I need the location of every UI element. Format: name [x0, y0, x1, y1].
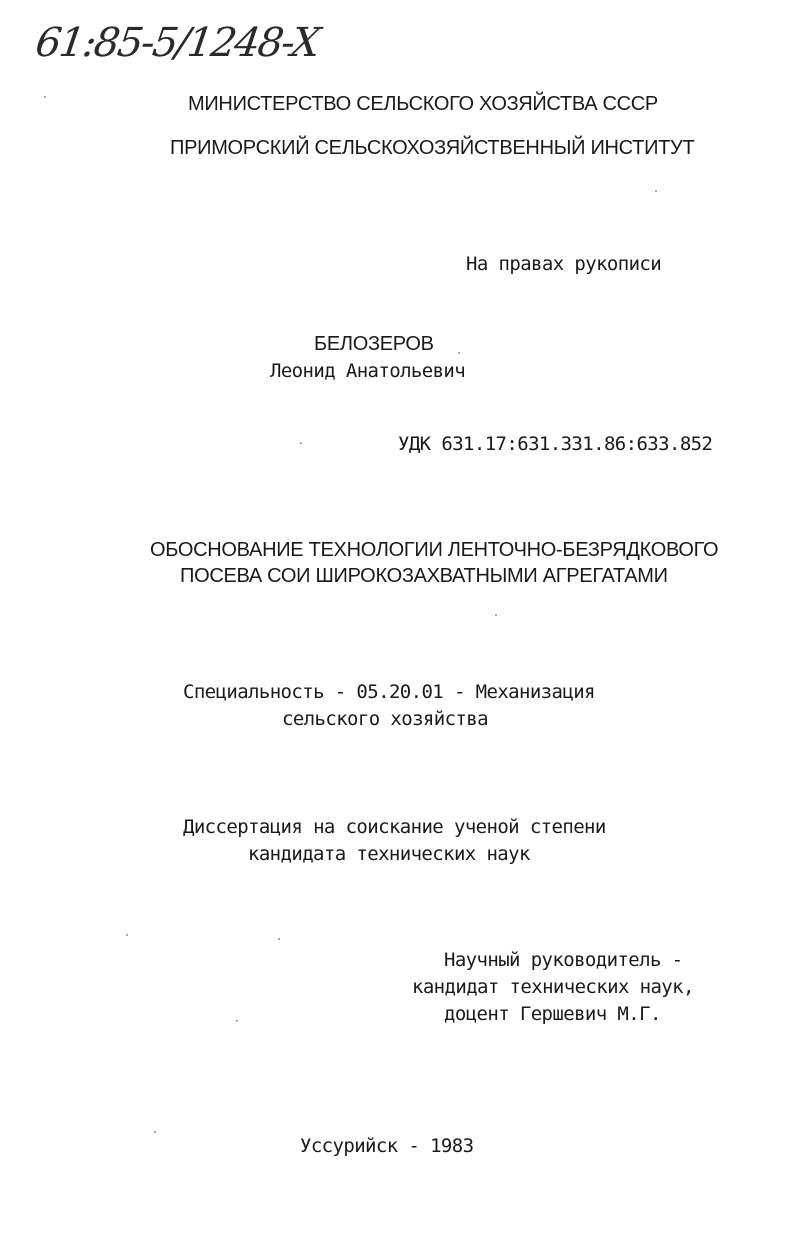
- scan-speck: [154, 1131, 156, 1133]
- scan-speck: [44, 96, 46, 98]
- dissertation-line-2: кандидата технических наук: [248, 843, 530, 865]
- title-line-1: ОБОСНОВАНИЕ ТЕХНОЛОГИИ ЛЕНТОЧНО-БЕЗРЯДКОВОГО: [150, 539, 719, 561]
- scan-speck: [655, 190, 657, 192]
- ministry-header: МИНИСТЕРСТВО СЕЛЬСКОГО ХОЗЯЙСТВА СССР: [188, 93, 658, 115]
- scan-speck: [278, 938, 280, 940]
- scan-speck: [300, 442, 302, 444]
- institute-header: ПРИМОРСКИЙ СЕЛЬСКОХОЗЯЙСТВЕННЫЙ ИНСТИТУТ: [170, 137, 695, 159]
- dissertation-line-1: Диссертация на соискание ученой степени: [183, 816, 606, 838]
- author-surname: БЕЛОЗЕРОВ: [314, 333, 434, 355]
- scan-speck: [126, 934, 128, 936]
- udc-code: УДК 631.17:631.331.86:633.852: [398, 433, 713, 455]
- archive-handwritten-mark: 61:85-5/1248-X: [32, 20, 322, 66]
- scan-speck: [458, 352, 460, 354]
- author-name: Леонид Анатольевич: [270, 360, 466, 382]
- specialty-line-2: сельского хозяйства: [282, 708, 488, 730]
- title-line-2: ПОСЕВА СОИ ШИРОКОЗАХВАТНЫМИ АГРЕГАТАМИ: [180, 565, 668, 587]
- supervisor-line-1: Научный руководитель -: [444, 949, 683, 971]
- place-year: Уссурийск - 1983: [300, 1135, 474, 1157]
- supervisor-line-3: доцент Гершевич М.Г.: [444, 1003, 661, 1025]
- manuscript-note: На правах рукописи: [466, 253, 662, 275]
- scan-speck: [495, 614, 497, 616]
- specialty-line-1: Специальность - 05.20.01 - Механизация: [183, 681, 595, 703]
- scan-speck: [236, 1020, 238, 1022]
- supervisor-line-2: кандидат технических наук,: [412, 976, 694, 998]
